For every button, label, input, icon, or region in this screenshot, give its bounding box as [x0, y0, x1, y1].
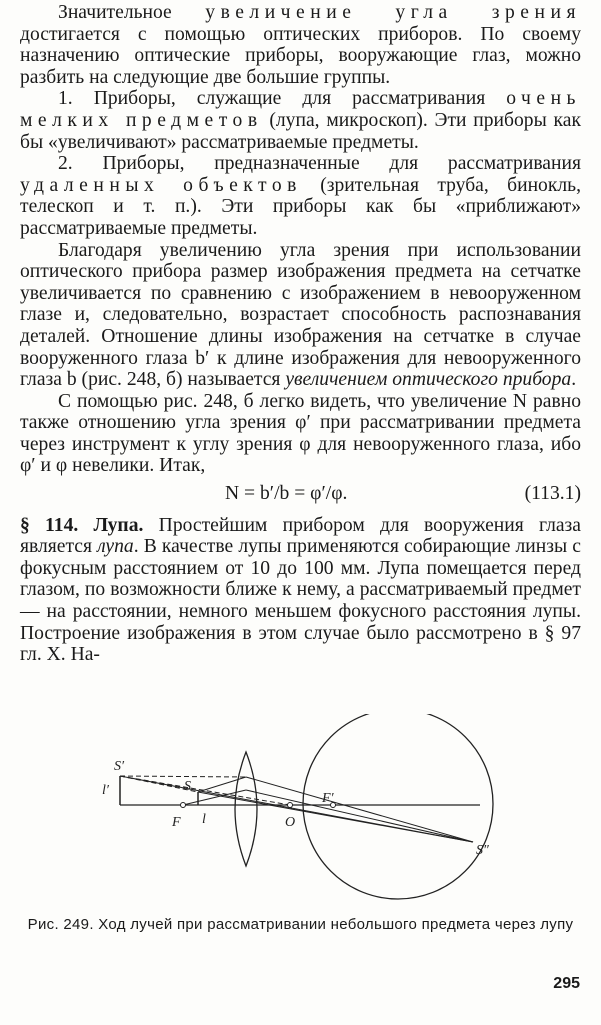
text-run: Простейшим прибором для вооружения глаза является — [20, 514, 581, 558]
ray — [120, 776, 473, 842]
equation-formula: N = b′/b = φ′/φ. — [225, 483, 348, 505]
label-s: S — [184, 779, 191, 794]
section-heading: § 114. Лупа. — [20, 514, 144, 536]
text-run: . В качестве лупы применяются собирающие линзы с фокусным расстоянием от 10 до 100 мм. Лупа помещается перед глазом, по возможности ближе к нему, а рассматриваемый предмет — на расстоянии, немного меньшем фокусного расстояния лупы. Построение изображения в этом случае было рассмотрено в § 97 гл. X. На- — [20, 536, 582, 666]
text-run: 1. Приборы, служащие для рассматривания — [58, 88, 507, 110]
label-l-prime: l′ — [102, 783, 109, 798]
label-s-double-prime: S″ — [476, 843, 489, 858]
text-run: Значительное — [58, 2, 206, 23]
paragraph — [20, 153, 581, 239]
spaced-emphasis: увеличение угла зрения — [205, 2, 581, 23]
equation-number: (113.1) — [524, 483, 581, 505]
lens — [235, 752, 257, 866]
ray — [246, 777, 473, 842]
label-l: l — [202, 812, 206, 827]
paragraph — [20, 2, 581, 88]
label-s-prime: S′ — [114, 759, 125, 774]
paragraph — [20, 88, 581, 153]
label-o: O — [285, 815, 296, 830]
magnifier-ray-diagram — [80, 714, 520, 914]
italic-term: увеличением оптического прибора — [285, 369, 572, 391]
ray — [246, 790, 473, 842]
text-run: 2. Приборы, предназначенные для рассматривания — [58, 153, 581, 175]
dashed-ray — [120, 776, 246, 777]
body-text — [20, 2, 581, 666]
equation — [20, 483, 581, 505]
focal-point-left — [181, 803, 186, 808]
figure-caption: Рис. 249. Ход лучей при рассматривании небольшого предмета через лупу — [27, 916, 574, 933]
ray — [198, 777, 246, 792]
label-f-prime: F′ — [322, 791, 334, 806]
italic-term: лупа — [97, 536, 134, 558]
section-paragraph — [20, 515, 581, 666]
optical-center — [288, 803, 293, 808]
text-run: (зрительная труба, бинокль, телескоп и т. п.). Эти приборы как бы «приближают» рассматриваемые предметы. — [20, 174, 581, 239]
spaced-emphasis: очень мелких предметов — [20, 88, 581, 131]
page-number: 295 — [553, 975, 580, 992]
text-run: (лупа, микроскоп). Эти приборы как бы «увеличивают» рассматриваемые предметы. — [20, 109, 581, 153]
paragraph — [20, 240, 581, 391]
text-run: достигается с помощью оптических приборов. По своему назначению оптические приборы, вооружающие глаз, можно разбить на следующие две большие группы. — [20, 23, 581, 88]
label-f-left: F — [172, 815, 181, 830]
text-run: . — [571, 369, 577, 391]
text-run: Благодаря увеличению угла зрения при использовании оптического прибора размер изображения предмета на сетчатке увеличивается по сравнению с изображением в невооруженном глазе и, следовательно, возрастает способность распознавания деталей. Отношение длины изображения на сетчатке в случае вооруженного глаза b′ к длине изображения для невооруженного глаза b (рис. 248, б) называется — [20, 239, 581, 391]
spaced-emphasis: удаленных объектов — [20, 174, 302, 196]
paragraph: С помощью рис. 248, б легко видеть, что увеличение N равно также отношению угла зрения φ′ при рассматривании предмета через инструмент к углу зрения φ для невооруженного глаза, ибо φ′ и φ невелики. Итак, — [20, 390, 581, 477]
